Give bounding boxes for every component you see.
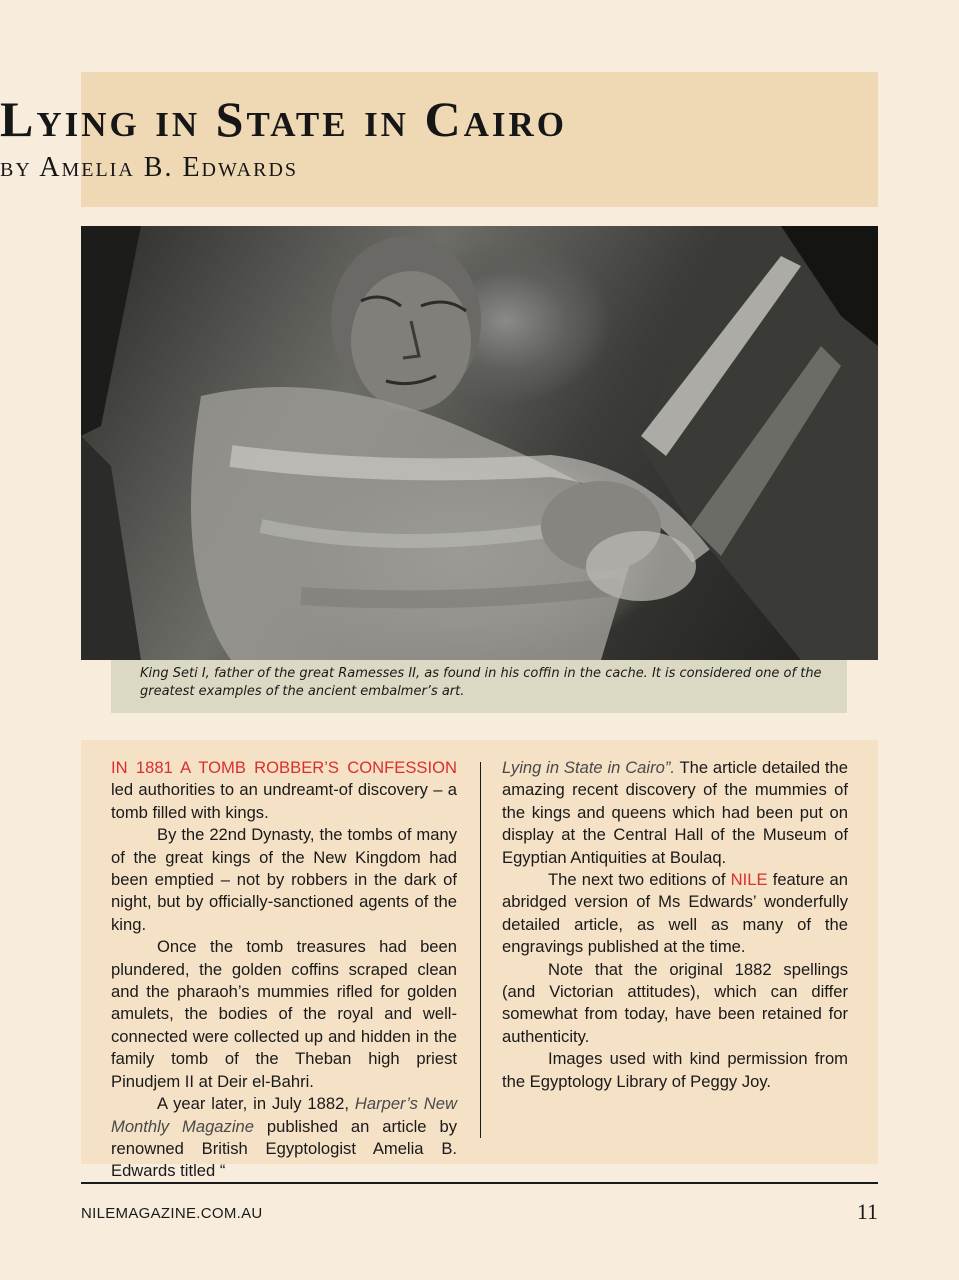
footer-site-link[interactable]: NILEMAGAZINE.COM.AU (81, 1205, 263, 1222)
paragraph-1 (111, 757, 457, 824)
paragraph-4-mid: published an article by renowned British Egyptologist Amelia B. Edwards titled “ (111, 1116, 457, 1181)
article-byline: by Amelia B. Edwards (0, 152, 299, 183)
lead-in: IN 1881 A TOMB ROBBER’S CONFESSION (111, 758, 457, 777)
photo-caption-box (111, 660, 847, 713)
article-title: Lying in State in Cairo (0, 91, 567, 147)
paragraph-5 (502, 869, 848, 959)
article-column-left (111, 757, 457, 1183)
photo-caption: King Seti I, father of the great Ramesses II, as found in his coffin in the cache. It is considered one of the greatest examples of the ancient embalmer’s art. (140, 666, 822, 699)
paragraph-4-continued (502, 757, 848, 869)
mummy-photo-icon (81, 226, 878, 660)
paragraph-6: Note that the original 1882 spellings (and Victorian attitudes), which can differ somewhat from today, have been retained for authenticity. (502, 959, 848, 1046)
page-number: 11 (856, 1199, 878, 1224)
paragraph-4-end: The article detailed the amazing recent discovery of the mummies of the kings and queens which had been put on display at the Central Hall of the Museum of Egyptian Antiquities at Boulaq. (502, 758, 848, 867)
paragraph-1-rest: led authorities to an undreamt-of discovery – a tomb filled with kings. (111, 780, 457, 822)
paragraph-4 (111, 1093, 457, 1183)
mummy-photo (81, 226, 878, 660)
article-column-right (502, 757, 848, 1093)
paragraph-2: By the 22nd Dynasty, the tombs of many of the great kings of the New Kingdom had been emptied – not by robbers in the dark of night, but by officially-sanctioned agents of the king. (111, 825, 457, 934)
paragraph-4-start: A year later, in July 1882, (157, 1094, 355, 1114)
column-divider (480, 762, 481, 1138)
nile-name: NILE (730, 870, 768, 890)
paragraph-5-end: feature an abridged version of Ms Edwards’ wonderfully detailed article, as well as many of the engravings published at the time. (502, 870, 848, 957)
paragraph-3: Once the tomb treasures had been plundered, the golden coffins scraped clean and the pharaoh’s mummies rifled for golden amulets, the bodies of the royal and well-connected were collected up and hidden in the family tomb of the Theban high priest Pinudjem II at Deir el-Bahri. (111, 937, 457, 1091)
footer-rule (81, 1182, 878, 1184)
paragraph-5-start: The next two editions of (548, 870, 731, 890)
paragraph-7: Images used with kind permission from the Egyptology Library of Peggy Joy. (502, 1049, 848, 1091)
article-title-ref: Lying in State in Cairo”. (502, 758, 675, 777)
magazine-name: Harper’s New Monthly Magazine (111, 1094, 457, 1136)
